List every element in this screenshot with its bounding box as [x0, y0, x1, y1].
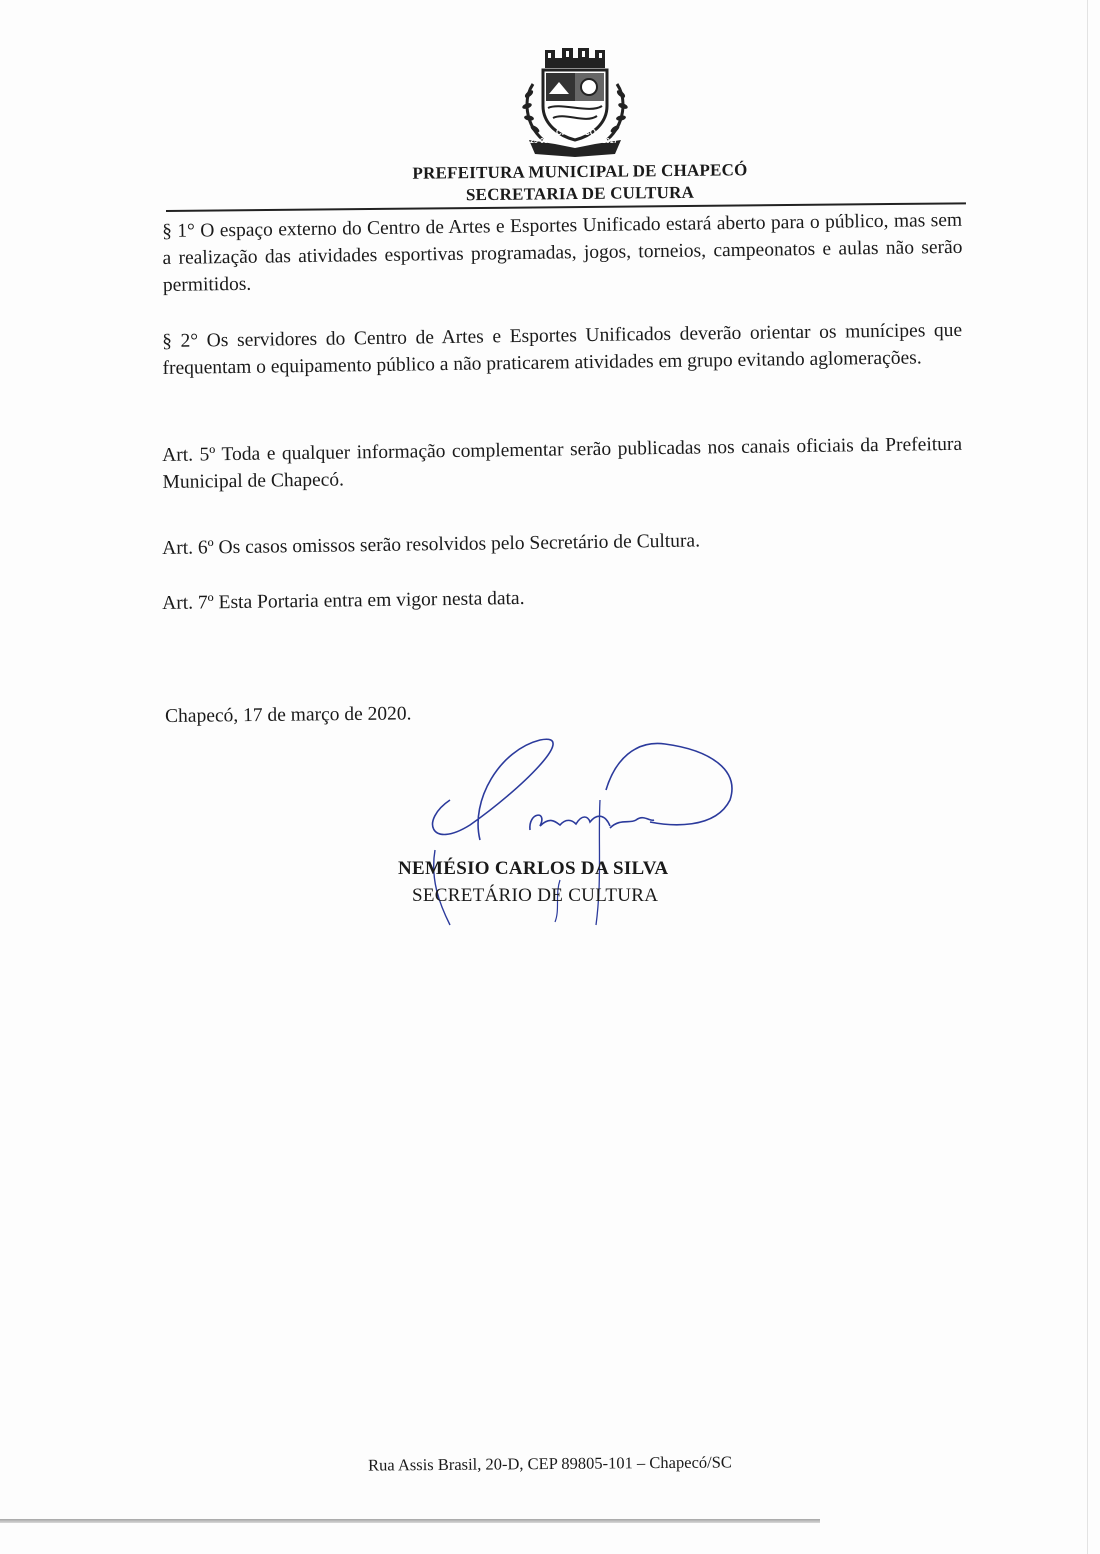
header-department: SECRETARIA DE CULTURA — [465, 182, 695, 205]
footer-address: Rua Assis Brasil, 20-D, CEP 89805-101 – Chapecó/SC — [368, 1452, 732, 1475]
signer-title: SECRETÁRIO DE CULTURA — [412, 885, 659, 906]
header-institution: PREFEITURA MUNICIPAL DE CHAPECÓ — [412, 160, 748, 183]
scan-right-edge — [1087, 0, 1088, 1554]
article-5: Art. 5º Toda e qualquer informação complementar serão publicadas nos canais oficiais da Prefeitura Municipal de Chapecó. — [162, 433, 963, 493]
paragraph-section-2: § 2° Os servidores do Centro de Artes e Esportes Unificados deverão orientar os munícipes que frequentam o equipamento público a não praticarem atividades em grupo evitando aglomerações. — [162, 319, 963, 379]
article-7: Art. 7º Esta Portaria entra em vigor nesta data. — [162, 587, 525, 614]
crest-date-left: 25-08 — [530, 138, 548, 145]
crest-banner-text: CHAPECÓ — [556, 128, 597, 137]
crest-date-right: 1917 — [602, 138, 618, 145]
paragraph-section-1: § 1° O espaço externo do Centro de Artes e Esportes Unificado estará aberto para o público, mas sem a realização das atividades esportivas programadas, jogos, torneios, campeonatos e aulas não serão permitidos. — [162, 209, 963, 296]
article-6: Art. 6º Os casos omissos serão resolvidos pelo Secretário de Cultura. — [162, 530, 701, 559]
signer-name: NEMÉSIO CARLOS DA SILVA — [398, 858, 669, 879]
date-place-line: Chapecó, 17 de março de 2020. — [165, 703, 412, 727]
scan-edge-shadow — [0, 1519, 820, 1523]
